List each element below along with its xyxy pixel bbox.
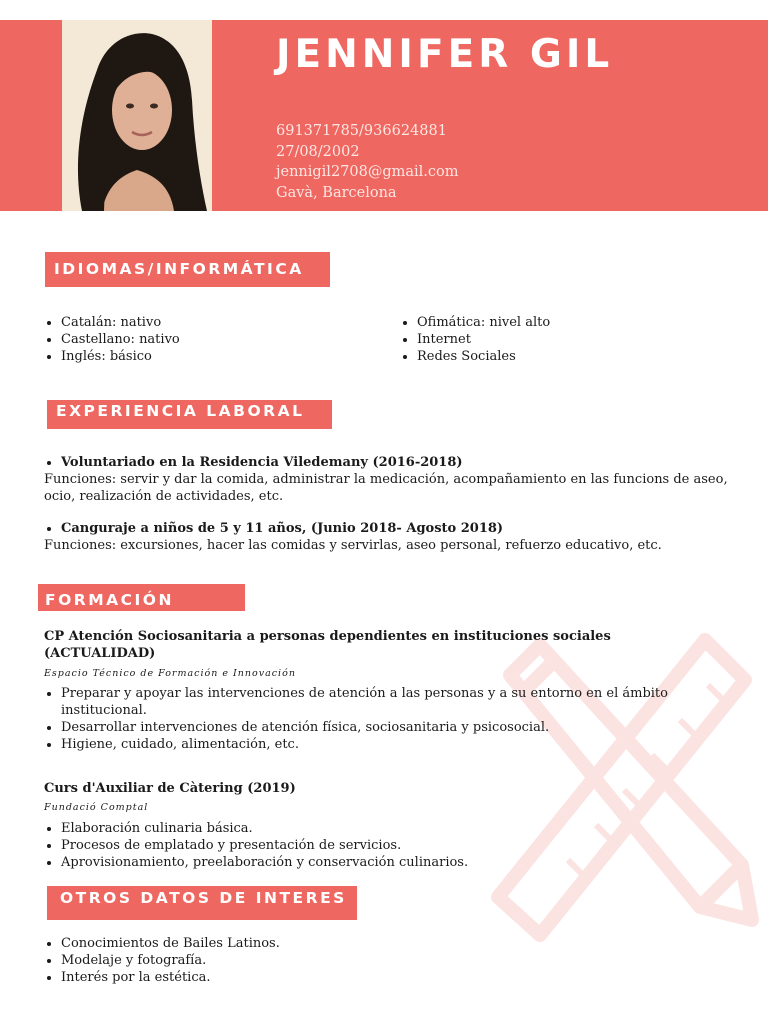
other-info-list xyxy=(44,936,461,986)
list-item: • Modelaje y fotografía. xyxy=(61,953,461,970)
course-title: Curs d'Auxiliar de Càtering (2019) xyxy=(44,780,296,796)
computing-list xyxy=(400,315,747,365)
list-item: • Internet xyxy=(417,332,747,349)
section-title-idiomas: IDIOMAS/INFORMÁTICA xyxy=(45,252,330,287)
list-item: • Castellano: nativo xyxy=(61,332,391,349)
birth-date: 27/08/2002 xyxy=(276,143,360,160)
candidate-name: JENNIFER GIL xyxy=(276,32,614,77)
course-institution: Espacio Técnico de Formación e Innovación xyxy=(44,667,296,679)
job-title: • Canguraje a niños de 5 y 11 años, (Junio 2018- Agosto 2018) xyxy=(61,521,734,538)
list-item: • Redes Sociales xyxy=(417,349,747,366)
list-item: • Aprovisionamiento, preelaboración y conservación culinarios. xyxy=(61,855,684,872)
job-description: Funciones: excursiones, hacer las comidas y servirlas, aseo personal, refuerzo educativo, etc. xyxy=(44,538,662,554)
list-item: • Desarrollar intervenciones de atención física, sociosanitaria y psicosocial. xyxy=(61,720,684,737)
location: Gavà, Barcelona xyxy=(276,184,397,201)
phone-number: 691371785/936624881 xyxy=(276,123,447,139)
list-item: • Procesos de emplatado y presentación de servicios. xyxy=(61,838,684,855)
languages-list xyxy=(44,315,391,365)
section-title-otros: OTROS DATOS DE INTERES xyxy=(47,886,357,920)
course-institution: Fundació Comptal xyxy=(44,802,149,814)
list-item: • Preparar y apoyar las intervenciones de atención a las personas y a su entorno en el ámbito institucional. xyxy=(61,686,684,720)
list-item: • Interés por la estética. xyxy=(61,970,461,987)
job-title: • Voluntariado en la Residencia Viledemany (2016-2018) xyxy=(61,455,734,472)
contact-info xyxy=(276,121,459,203)
email-address: jennigil2708@gmail.com xyxy=(276,164,459,180)
list-item: • Ofimática: nivel alto xyxy=(417,315,747,332)
section-title-experiencia: EXPERIENCIA LABORAL xyxy=(47,400,332,429)
course-title: CP Atención Sociosanitaria a personas dependientes en instituciones sociales (ACTUALIDAD) xyxy=(44,629,611,661)
section-title-formacion: FORMACIÓN xyxy=(38,584,245,611)
job-description: Funciones: servir y dar la comida, administrar la medicación, acompañamiento en las funcions de aseo, ocio, realización de actividades, etc. xyxy=(44,471,728,504)
profile-photo xyxy=(62,20,212,211)
list-item: • Inglés: básico xyxy=(61,349,391,366)
list-item: • Higiene, cuidado, alimentación, etc. xyxy=(61,737,684,754)
list-item: • Conocimientos de Bailes Latinos. xyxy=(61,936,461,953)
list-item: • Elaboración culinaria básica. xyxy=(61,821,684,838)
experience-block xyxy=(44,455,734,555)
list-item: • Catalán: nativo xyxy=(61,315,391,332)
education-block xyxy=(44,629,684,872)
